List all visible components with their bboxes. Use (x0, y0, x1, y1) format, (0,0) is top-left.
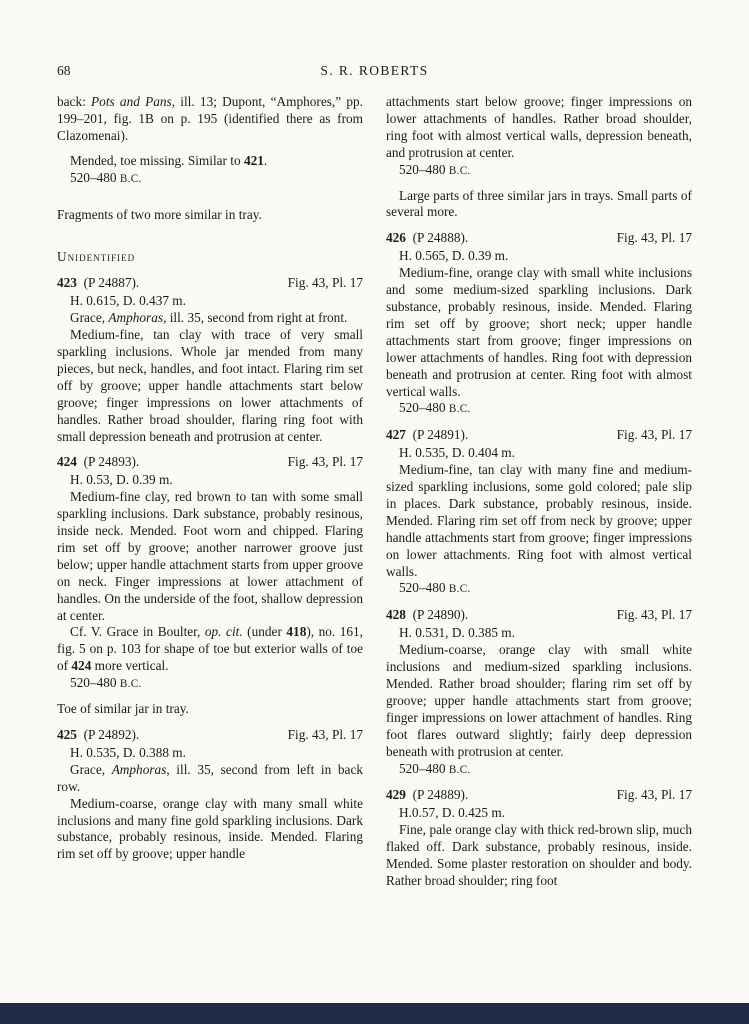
entry-number-and-inventory: 424 (P 24893). (57, 454, 140, 470)
dimensions-line: H. 0.535, D. 0.388 m. (70, 744, 186, 760)
entry-heading-428 (386, 607, 692, 624)
date-line: 520–480 B.C. (399, 580, 471, 596)
entry-number-and-inventory: 428 (P 24890). (386, 607, 469, 623)
text-columns (57, 94, 692, 890)
reference-note: Cf. V. Grace in Boulter, op. cit. (under 418), no. 161, fig. 5 on p. 103 for shape of toe but exterior walls of toe of 424 more vertical. (57, 624, 364, 674)
description-paragraph: Medium-fine clay, red brown to tan with some small sparkling inclusions. Dark substance, probably resinous, inside neck. Mended. Foot worn and chipped. Flaring rim set off by groove; another narrower groove just below; upper handle attachment starts from upper groove on neck. Finger impressions at lower attachment of handles. On the underside of the foot, shallow depression at center. (57, 489, 363, 623)
running-head: S. R. ROBERTS (320, 63, 429, 78)
page-header (57, 63, 692, 81)
date-line: 520–480 B.C. (399, 760, 471, 776)
entry-number: 425 (57, 727, 77, 742)
tray-note: Fragments of two more similar in tray. (57, 206, 262, 222)
entry-figure-ref: Fig. 43, Pl. 17 (287, 727, 363, 742)
entry-figure-ref: Fig. 43, Pl. 17 (616, 230, 692, 246)
text-run-b: 418 (286, 624, 307, 640)
entry-figure-ref: Fig. 43, Pl. 17 (287, 275, 363, 291)
dimensions-line: H. 0.531, D. 0.385 m. (399, 625, 515, 641)
tray-note: Large parts of three similar jars in trays. Small parts of several more. (386, 187, 692, 220)
column-1 (57, 94, 363, 890)
description-paragraph: Medium-fine, orange clay with small white inclusions and some medium-sized sparkling inclusions. Dark substance, probably resinous, inside. Mended. Flaring rim set off by groove; short neck; upper handle attachments start from groove; finger impressions on lower attachments of handles. Ring foot with depression beneath and protrusion at center. Ring foot with almost vertical walls. (386, 265, 692, 399)
text-run-sc: B.C. (448, 164, 471, 177)
text-run-b: 421 (243, 152, 264, 168)
text-run-b: 424 (71, 658, 92, 674)
entry-number: 423 (57, 275, 77, 291)
condition-note: Mended, toe missing. Similar to 421. (70, 152, 268, 168)
date-line: 520–480 B.C. (70, 169, 142, 185)
provenance-line: Grace, Amphoras, ill. 35, second from left in back row. (57, 761, 363, 794)
page-number: 68 (57, 63, 71, 78)
text-run-i: Amphoras (108, 310, 164, 326)
entry-number: 427 (386, 427, 406, 443)
scan-bottom-bar (0, 1003, 749, 1024)
dimensions-line: H. 0.565, D. 0.39 m. (399, 248, 509, 264)
bibliography-continuation: back: Pots and Pans, ill. 13; Dupont, “Amphores,” pp. 199–201, fig. 1B on p. 195 (identified there as from Clazomenai). (57, 94, 364, 143)
provenance-line: Grace, Amphoras, ill. 35, second from right at front. (70, 310, 348, 326)
section-heading: Unidentified (57, 249, 136, 265)
entry-number: 428 (386, 607, 406, 623)
text-run-sc: B.C. (448, 403, 471, 416)
dimensions-line: H. 0.535, D. 0.404 m. (399, 445, 515, 461)
entry-number: 424 (57, 454, 77, 470)
entry-number-and-inventory: 429 (P 24889). (386, 787, 469, 803)
entry-heading-427 (386, 427, 692, 444)
description-paragraph: Fine, pale orange clay with thick red-brown slip, much flaked off. Dark substance, probably resinous, inside. Mended. Some plaster restoration on shoulder and body. Rather broad shoulder; ring foot (386, 822, 692, 888)
text-run-sc: B.C. (119, 172, 142, 185)
entry-number-and-inventory: 425 (P 24892). (57, 727, 140, 742)
description-continuation: attachments start below groove; finger impressions on lower attachments of handles. Rather broad shoulder, ring foot with almost vertical walls, depression beneath, and protrusion at center. (386, 94, 692, 160)
entry-figure-ref: Fig. 43, Pl. 17 (616, 787, 692, 803)
text-run-i: Pots and Pans (91, 94, 172, 109)
text-run-sc: B.C. (448, 583, 471, 596)
text-run-i: Amphoras (111, 761, 167, 777)
entry-figure-ref: Fig. 43, Pl. 17 (616, 607, 692, 623)
entry-number-and-inventory: 427 (P 24891). (386, 427, 469, 443)
entry-number-and-inventory: 423 (P 24887). (57, 275, 140, 291)
dimensions-line: H.0.57, D. 0.425 m. (399, 805, 506, 821)
entry-number-and-inventory: 426 (P 24888). (386, 230, 469, 246)
entry-figure-ref: Fig. 43, Pl. 17 (616, 427, 692, 443)
entry-figure-ref: Fig. 43, Pl. 17 (287, 454, 363, 470)
description-paragraph: Medium-fine, tan clay with trace of very small sparkling inclusions. Whole jar mended from many pieces, but neck, handles, and foot intact. Flaring rim set off by groove; upper handle attachments start below groove; finger impressions on lower attachments of handles. Rather broad shoulder, flaring ring foot with small depression beneath and protrusion at center. (57, 327, 363, 444)
text-run-sc: B.C. (119, 678, 142, 691)
column-2 (386, 94, 692, 890)
dimensions-line: H. 0.53, D. 0.39 m. (70, 472, 173, 488)
description-paragraph: Medium-fine, tan clay with many fine and medium-sized sparkling inclusions, some gold colored; pale slip in places. Dark substance, probably resinous, inside. Mended. Flaring rim set off from neck by groove; upper handle attachments start from groove; finger impressions on lower attachments. Ring foot with almost vertical walls. (386, 462, 692, 579)
entry-heading-424 (57, 454, 363, 471)
dimensions-line: H. 0.615, D. 0.437 m. (70, 293, 186, 309)
tray-note: Toe of similar jar in tray. (57, 701, 189, 717)
date-line: 520–480 B.C. (399, 161, 471, 177)
description-paragraph: Medium-coarse, orange clay with many small white inclusions and many fine gold sparkling inclusions. Dark substance, probably resinous, inside. Mended. Flaring rim set off by groove; upper handle (57, 795, 363, 862)
text-run-sc: B.C. (448, 763, 471, 776)
entry-heading-425 (57, 727, 363, 744)
entry-number: 429 (386, 787, 406, 803)
entry-heading-426 (386, 230, 692, 247)
text-run-i: op. cit. (204, 624, 243, 640)
description-paragraph: Medium-coarse, orange clay with small white inclusions and medium-sized sparkling inclusions. Mended. Rather broad shoulder; flaring rim set off by groove; upper handle attachments start from groove; finger impressions on lower attachment of handles. Ring foot flares outward slightly; fairly deep depression beneath with protrusion at center. (386, 642, 692, 759)
date-line: 520–480 B.C. (399, 400, 471, 416)
entry-heading-423 (57, 275, 363, 292)
entry-heading-429 (386, 787, 692, 804)
entry-number: 426 (386, 230, 406, 246)
date-line: 520–480 B.C. (70, 675, 142, 691)
